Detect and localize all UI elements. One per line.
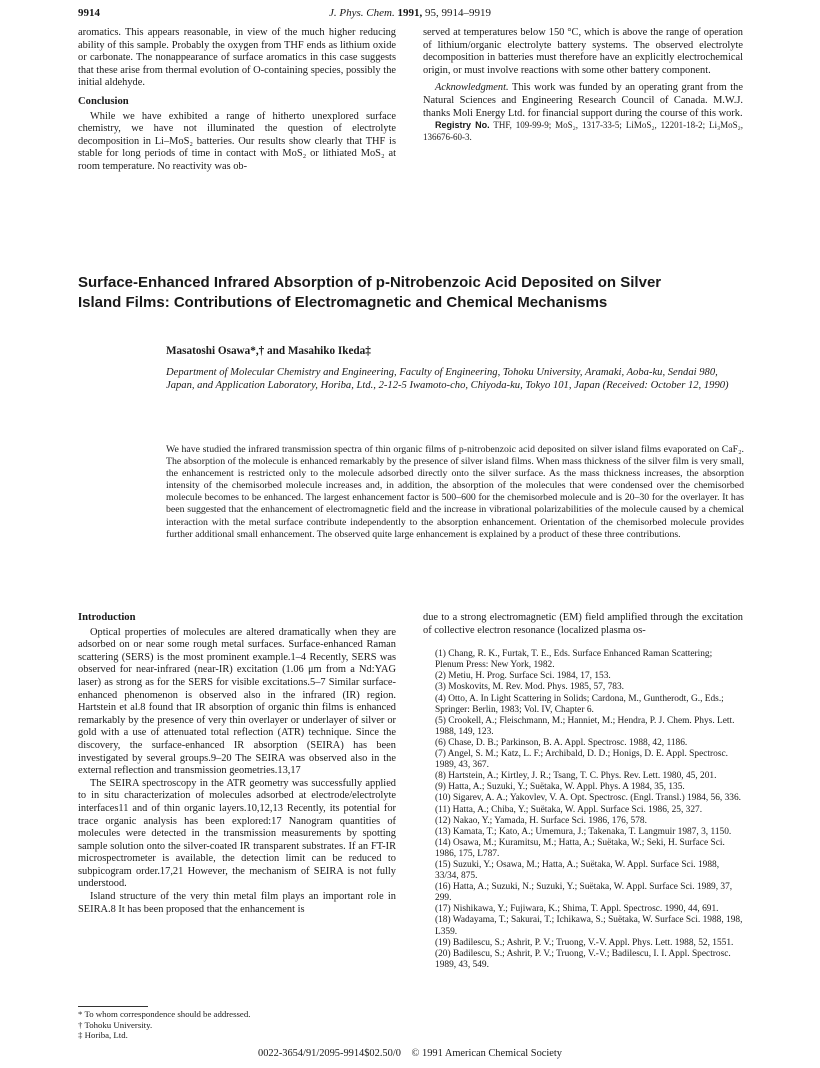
copyright: © 1991 American Chemical Society [411,1048,562,1059]
reference-item: (13) Kamata, T.; Kato, A.; Umemura, J.; Takenaka, T. Langmuir 1987, 3, 1150. [435,826,732,837]
reference-item: (20) Badilescu, S.; Ashrit, P. V.; Truong, V.-V.; Badilescu, I. I. Appl. Spectrosc. 1989, 43, 549. [435,948,731,970]
reference-item: (10) Sigarev, A. A.; Yakovlev, V. A. Opt. Spectrosc. (Engl. Transl.) 1984, 56, 336. [435,793,741,804]
reference-item: (17) Nishikawa, Y.; Fujiwara, K.; Shima, T. Appl. Spectrosc. 1990, 44, 691. [435,904,719,915]
title-line-1: Surface-Enhanced Infrared Absorption of p-Nitrobenzoic Acid Deposited on Silver [78,274,662,291]
intro-paragraph-right: due to a strong electromagnetic (EM) field amplified through the excitation of collective electron resonance (localized plasma os- [423,612,743,636]
running-header [78,7,742,21]
conclusion-paragraph: While we have exhibited a range of hitherto unexplored surface chemistry, we have not illuminated the question of electrolyte decomposition in Li–MoS₂ batteries. Our results show clearly that THF is stable for long periods of time in contact with MoS₂ or lithiated MoS₂ at room temperature. No reactivity was ob- [78,110,396,172]
registry-numbers [423,120,743,143]
page-number: 9914 [78,7,100,19]
article-title [78,273,758,313]
reference-item: (8) Hartstein, A.; Kirtley, J. R.; Tsang, T. C. Phys. Rev. Lett. 1980, 45, 201. [435,771,717,782]
acknowledgment-text: This work was funded by an operating grant from the Natural Sciences and Engineering Research Council of Canada. M.W.J. thanks Moli Energy Ltd. for financial support during the course of this work. [423,82,743,119]
prev-article-paragraph: aromatics. This appears reasonable, in view of the much higher reducing ability of this sample. Probably the oxygen from THF ends as lithium oxide or carbonate. The nonappearance of surface aromatics in this case suggests that these arise from thermal evolution of O-containing species, possibly the initial aldehyde. [78,27,396,89]
intro-paragraph-2: The SEIRA spectroscopy in the ATR geometry was successfully applied to in situ characterization of molecules adsorbed at electrode/electrolyte interfaces11 and of thin organic layers.10,12,13 Recently, its potential for trace organic analysis has been explored:17 Nanogram quantities of molecules were detected in the transmission measurements by spotting sample solution onto the silver-coated IR transparent substrates. If an FT-IR microspectrometer is available, the detection limit can be reduced to subpicogram order.17,21 However, the mechanism of SEIRA is not fully understood. [78,777,396,890]
reference-item: (3) Moskovits, M. Rev. Mod. Phys. 1985, 57, 783. [435,682,624,693]
reference-item: (9) Hatta, A.; Suzuki, Y.; Suëtaka, W. Appl. Phys. A 1984, 35, 135. [435,782,685,793]
reference-item: (12) Nakao, Y.; Yamada, H. Surface Sci. 1986, 176, 578. [435,815,647,826]
footnotes [78,1009,396,1041]
prev-article-paragraph-right: served at temperatures below 150 °C, which is above the range of operation of lithium/organic electrolyte battery systems. The observed electrolyte decomposition in batteries must therefore have an explicitly electrochemical origin, or must involve reactions with some other battery component. [423,27,743,76]
author-affiliation: Department of Molecular Chemistry and Engineering, Faculty of Engineering, Tohoku University, Aramaki, Aoba-ku, Sendai 980, Japan, and Application Laboratory, Horiba, Ltd., 2-12-5 Iwamoto-cho, Chiyoda-ku, Tokyo 101, Japan (Received: October 12, 1990) [166,367,729,391]
footnote-correspondence: * To whom correspondence should be addressed. [78,1009,251,1019]
title-line-2: Island Films: Contributions of Electromagnetic and Chemical Mechanisms [78,294,608,311]
registry-text: THF, 109-99-9; MoS₂, 1317-33-5; LiMoS₂, 12201-18-2; Li₃MoS₂, 136676-60-3. [423,120,743,142]
prev-article-left-column [78,27,396,174]
journal-volume: 95, 9914–9919 [424,7,491,19]
reference-item: (4) Otto, A. In Light Scattering in Solids; Cardona, M., Guntherodt, G., Eds.; Springer: Berlin, 1983; Vol. IV, Chapter 6. [435,693,724,715]
prev-article-right-column [423,27,743,143]
introduction-heading: Introduction [78,612,136,623]
journal-name: J. Phys. Chem. [329,7,395,19]
conclusion-heading: Conclusion [78,95,129,107]
reference-list [423,649,743,971]
reference-item: (1) Chang, R. K., Furtak, T. E., Eds. Surface Enhanced Raman Scattering; Plenum Press: New York, 1982. [435,649,713,671]
abstract: We have studied the infrared transmission spectra of thin organic films of p-nitrobenzoic acid deposited on silver island films evaporated on CaF₂. The absorption of the molecule is enhanced remarkably by the presence of silver island films. When mass thickness of the silver film is very small, the enhancement is restricted only to the molecule adsorbed directly onto the silver surface. As the mass thickness increases, the absorption intensity of the chemisorbed molecule increases and, in addition, the absorption of the molecules that were condensed over the chemisorbed molecule becomes to be enhanced. The largest enhancement factor is 500–600 for the chemisorbed molecule and is 20–30 for the overlayer. It has been suggested that the enhancement of electromagnetic field and the increase in vibrational polarizabilities of the molecule caused by a chemical interaction with the metal surface contribute independently to the absorption enhancement. Orientation of the chemisorbed molecule provides further additional small enhancement. The observed quite large enhancement is explained by a product of these three contributions. [166,444,744,540]
author-list: Masatoshi Osawa*,† and Masahiko Ikeda‡ [166,345,371,357]
footnote-horiba: ‡ Horiba, Ltd. [78,1030,128,1041]
reference-item: (2) Metiu, H. Prog. Surface Sci. 1984, 17, 153. [435,671,611,682]
reference-item: (14) Osawa, M.; Kuramitsu, M.; Hatta, A.; Suëtaka, W.; Seki, H. Surface Sci. 1986, 175, L787. [435,837,725,859]
intro-paragraph-1: Optical properties of molecules are altered dramatically when they are adsorbed on or near some rough metal surfaces. Surface-enhanced Raman scattering (SERS) is the most prominent example.1–4 Recently, SERS was observed for near-infrared (near-IR) excitation (1.06 μm from a Nd:YAG laser) as strong as for the SERS for visible excitations.5–7 Similar surface-enhanced phenomenon is observed also in the infrared (IR) region. Hartstein et al.8 found that IR absorption of organic thin films is enhanced remarkably by the presence of very thin overlayer or underlayer of silver or gold with a use of attenuated total reflection (ATR) technique. Since the discovery, the surface-enhanced IR absorption (SEIRA) has been investigated by several groups.9–20 The SEIRA was observed also in the external reflection and transmission geometries.13,17 [78,626,396,777]
acknowledgment-label: Acknowledgment. [435,82,509,94]
reference-item: (19) Badilescu, S.; Ashrit, P. V.; Truong, V.-V. Appl. Phys. Lett. 1988, 52, 1551. [435,937,734,948]
intro-paragraph-3: Island structure of the very thin metal film plays an important role in SEIRA.8 It has been proposed that the enhancement is [78,891,396,915]
journal-citation [78,7,742,20]
reference-item: (16) Hatta, A.; Suzuki, N.; Suzuki, Y.; Suëtaka, W. Appl. Surface Sci. 1989, 37, 299. [435,882,733,904]
reference-item: (7) Angel, S. M.; Katz, L. F.; Archibald, D. D.; Honigs, D. E. Appl. Spectrosc. 1989, 43, 367. [435,749,728,771]
intro-right-column [423,612,743,971]
article-code: 0022-3654/91/2095-9914$02.50/0 [258,1048,401,1059]
footnote-rule [78,1006,148,1007]
page-footer [78,1048,742,1061]
reference-item: (11) Hatta, A.; Chiba, Y.; Suëtaka, W. Appl. Surface Sci. 1986, 25, 327. [435,804,703,815]
reference-item: (6) Chase, D. B.; Parkinson, B. A. Appl. Spectrosc. 1988, 42, 1186. [435,737,688,748]
intro-left-column [78,612,396,916]
footnote-tohoku: † Tohoku University. [78,1019,153,1030]
reference-item: (18) Wadayama, T.; Sakurai, T.; Ichikawa, S.; Suëtaka, W. Surface Sci. 1988, 198, L359. [435,915,743,937]
reference-item: (15) Suzuki, Y.; Osawa, M.; Hatta, A.; Suëtaka, W. Appl. Surface Sci. 1988, 33/34, 875. [435,859,720,882]
acknowledgment-paragraph [423,82,743,120]
registry-label: Registry No. [435,120,490,131]
reference-item: (5) Crookell, A.; Fleischmann, M.; Hanniet, M.; Hendra, P. J. Chem. Phys. Lett. 1988, 149, 123. [435,715,735,737]
journal-year: 1991, [397,7,423,19]
